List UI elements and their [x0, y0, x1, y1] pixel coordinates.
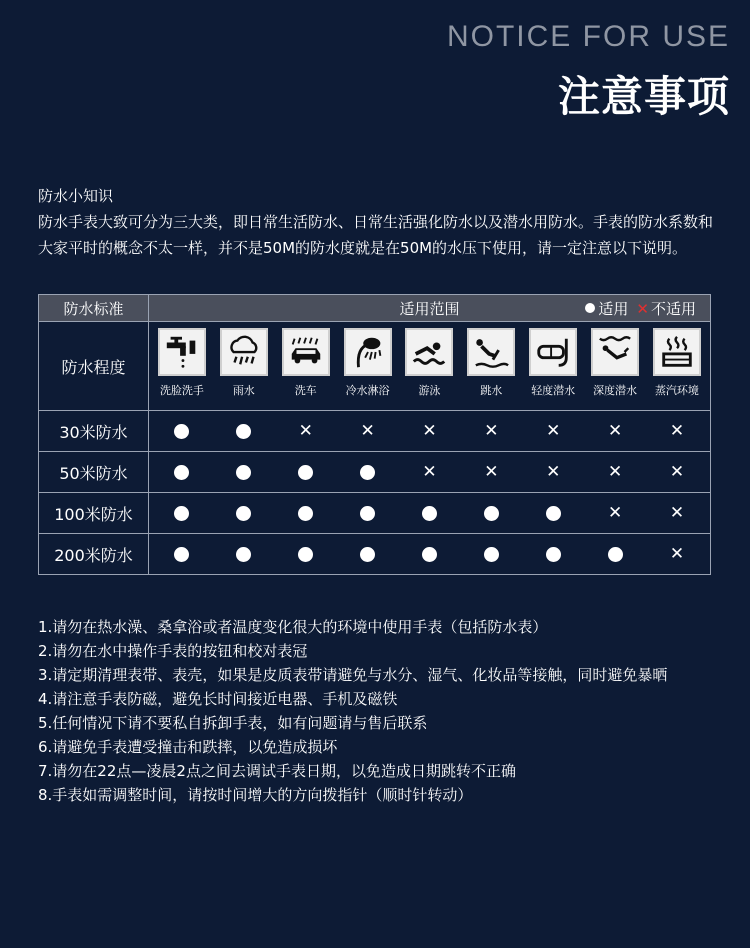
- note-item: 5.任何情况下请不要私自拆卸手表，如有问题请与售后联系: [38, 714, 428, 732]
- activity-item: [523, 328, 583, 398]
- activity-icons: [149, 322, 710, 410]
- activity-label: 跳水: [480, 384, 503, 397]
- not-suitable-cross-icon: ✕: [360, 420, 375, 441]
- activity-label: 轻度潜水: [531, 384, 576, 397]
- intro-section: [38, 183, 718, 261]
- mark-cell: [647, 420, 707, 441]
- activity-item: [399, 328, 459, 398]
- diving-jump-icon: [467, 328, 515, 376]
- deep-dive-icon: [591, 328, 639, 376]
- intro-body: 防水手表大致可分为三大类，即日常生活防水、日常生活强化防水以及潜水用防水。手表的防水系数和大家平时的概念不太一样，并不是50M的防水度就是在50M的水压下使用，请一定注意以下说明。: [38, 213, 714, 257]
- note-item: 3.请定期清理表带、表壳，如果是皮质表带请避免与水分、湿气、化妆品等接触，同时避免暴晒: [38, 666, 668, 684]
- header-scope: [149, 295, 711, 322]
- note-item: 2.请勿在水中操作手表的按钮和校对表冠: [38, 642, 308, 660]
- table-row: [39, 452, 711, 493]
- not-suitable-cross-icon: ✕: [669, 420, 685, 441]
- table-row: [39, 534, 711, 575]
- not-suitable-cross-icon: ✕: [669, 502, 685, 523]
- activity-icons-row: [39, 322, 711, 411]
- not-suitable-cross-icon: ✕: [484, 461, 499, 482]
- notes-list: [38, 615, 718, 807]
- mark-cell: [152, 424, 212, 439]
- suitable-dot-icon: [422, 506, 437, 521]
- mark-cell: [276, 547, 336, 562]
- legend-dot-icon: [585, 303, 595, 313]
- activity-icons-cell: [149, 322, 711, 411]
- suitable-dot-icon: [298, 506, 313, 521]
- intro-heading: 防水小知识: [38, 187, 114, 205]
- snorkel-mask-icon: [529, 328, 577, 376]
- mark-cell: [152, 547, 212, 562]
- mark-cell: [585, 420, 645, 441]
- rating-marks-cell: [149, 452, 711, 493]
- activity-label: 洗脸洗手: [159, 384, 204, 397]
- legend: [585, 298, 696, 319]
- suitable-dot-icon: [174, 424, 189, 439]
- suitable-dot-icon: [236, 547, 251, 562]
- table-row: [39, 493, 711, 534]
- note-item: 7.请勿在22点—凌晨2点之间去调试手表日期，以免造成日期跳转不正确: [38, 762, 516, 780]
- mark-cell: [214, 424, 274, 439]
- suitable-dot-icon: [360, 465, 375, 480]
- mark-cell: [523, 506, 583, 521]
- mark-cell: [338, 420, 398, 441]
- mark-cell: [276, 420, 336, 441]
- mark-cell: [647, 502, 707, 523]
- not-suitable-cross-icon: ✕: [669, 543, 685, 564]
- rating-marks-cell: [149, 411, 711, 452]
- legend-no-label: 不适用: [650, 300, 696, 318]
- legend-ok-label: 适用: [598, 300, 629, 318]
- suitable-dot-icon: [298, 547, 313, 562]
- not-suitable-cross-icon: ✕: [607, 461, 623, 482]
- mark-cell: [214, 547, 274, 562]
- table-header-row: [39, 295, 711, 322]
- suitable-dot-icon: [236, 424, 251, 439]
- mark-cell: [647, 461, 707, 482]
- mark-cell: [523, 461, 583, 482]
- english-title: NOTICE FOR USE: [446, 20, 730, 53]
- header-scope-label: 适用范围: [399, 299, 460, 318]
- rain-icon: [220, 328, 268, 376]
- table-body: [39, 411, 711, 575]
- mark-cell: [523, 420, 583, 441]
- activity-label: 蒸汽环境: [654, 384, 699, 397]
- mark-cell: [214, 465, 274, 480]
- header-standard: 防水标准: [39, 295, 149, 322]
- suitable-dot-icon: [546, 547, 561, 562]
- mark-cell: [152, 465, 212, 480]
- activity-label: 雨水: [232, 384, 255, 397]
- mark-cell: [276, 506, 336, 521]
- page-title: 注意事项: [557, 72, 730, 121]
- car-wash-icon: [282, 328, 330, 376]
- mark-cell: [461, 420, 521, 441]
- not-suitable-cross-icon: ✕: [607, 502, 623, 523]
- mark-cell: [338, 465, 398, 480]
- suitable-dot-icon: [422, 547, 437, 562]
- mark-cell: [338, 506, 398, 521]
- rating-label: 200米防水: [39, 534, 149, 575]
- activity-label: 洗车: [294, 384, 317, 397]
- degree-label: 防水程度: [39, 322, 149, 411]
- rating-marks: [149, 452, 710, 492]
- activity-item: [585, 328, 645, 398]
- water-resistance-table: [38, 294, 711, 575]
- note-item: 4.请注意手表防磁，避免长时间接近电器、手机及磁铁: [38, 690, 398, 708]
- activity-item: [338, 328, 398, 398]
- activity-label: 冷水淋浴: [345, 384, 390, 397]
- note-item: 6.请避免手表遭受撞击和跌摔，以免造成损坏: [38, 738, 338, 756]
- mark-cell: [585, 461, 645, 482]
- rating-marks: [149, 534, 710, 574]
- shower-icon: [344, 328, 392, 376]
- rating-marks-cell: [149, 534, 711, 575]
- not-suitable-cross-icon: ✕: [422, 461, 437, 482]
- suitable-dot-icon: [236, 465, 251, 480]
- note-item: 1.请勿在热水澡、桑拿浴或者温度变化很大的环境中使用手表（包括防水表）: [38, 618, 548, 636]
- table-row: [39, 411, 711, 452]
- mark-cell: [585, 502, 645, 523]
- not-suitable-cross-icon: ✕: [298, 420, 313, 441]
- mark-cell: [399, 461, 459, 482]
- rating-label: 50米防水: [39, 452, 149, 493]
- note-item: 8.手表如需调整时间，请按时间增大的方向拨指针（顺时针转动）: [38, 786, 473, 804]
- not-suitable-cross-icon: ✕: [546, 420, 561, 441]
- suitable-dot-icon: [360, 506, 375, 521]
- faucet-icon: [158, 328, 206, 376]
- suitable-dot-icon: [236, 506, 251, 521]
- rating-label: 100米防水: [39, 493, 149, 534]
- suitable-dot-icon: [298, 465, 313, 480]
- rating-marks: [149, 411, 710, 451]
- suitable-dot-icon: [484, 547, 499, 562]
- activity-item: [214, 328, 274, 398]
- activity-item: [461, 328, 521, 398]
- rating-marks-cell: [149, 493, 711, 534]
- suitable-dot-icon: [360, 547, 375, 562]
- mark-cell: [338, 547, 398, 562]
- not-suitable-cross-icon: ✕: [669, 461, 685, 482]
- mark-cell: [461, 547, 521, 562]
- not-suitable-cross-icon: ✕: [484, 420, 499, 441]
- mark-cell: [585, 547, 645, 562]
- activity-item: [276, 328, 336, 398]
- activity-label: 游泳: [418, 384, 441, 397]
- mark-cell: [214, 506, 274, 521]
- mark-cell: [461, 506, 521, 521]
- steam-icon: [653, 328, 701, 376]
- mark-cell: [461, 461, 521, 482]
- legend-cross-icon: ✕: [636, 300, 649, 318]
- mark-cell: [399, 420, 459, 441]
- activity-item: [647, 328, 707, 398]
- activity-label: 深度潜水: [593, 384, 638, 397]
- rating-label: 30米防水: [39, 411, 149, 452]
- mark-cell: [647, 543, 707, 564]
- suitable-dot-icon: [174, 465, 189, 480]
- suitable-dot-icon: [174, 547, 189, 562]
- swimming-icon: [405, 328, 453, 376]
- mark-cell: [399, 506, 459, 521]
- mark-cell: [399, 547, 459, 562]
- suitable-dot-icon: [484, 506, 499, 521]
- not-suitable-cross-icon: ✕: [546, 461, 561, 482]
- mark-cell: [276, 465, 336, 480]
- mark-cell: [152, 506, 212, 521]
- rating-marks: [149, 493, 710, 533]
- mark-cell: [523, 547, 583, 562]
- suitable-dot-icon: [546, 506, 561, 521]
- activity-item: [152, 328, 212, 398]
- not-suitable-cross-icon: ✕: [422, 420, 437, 441]
- not-suitable-cross-icon: ✕: [607, 420, 623, 441]
- suitable-dot-icon: [174, 506, 189, 521]
- suitable-dot-icon: [608, 547, 623, 562]
